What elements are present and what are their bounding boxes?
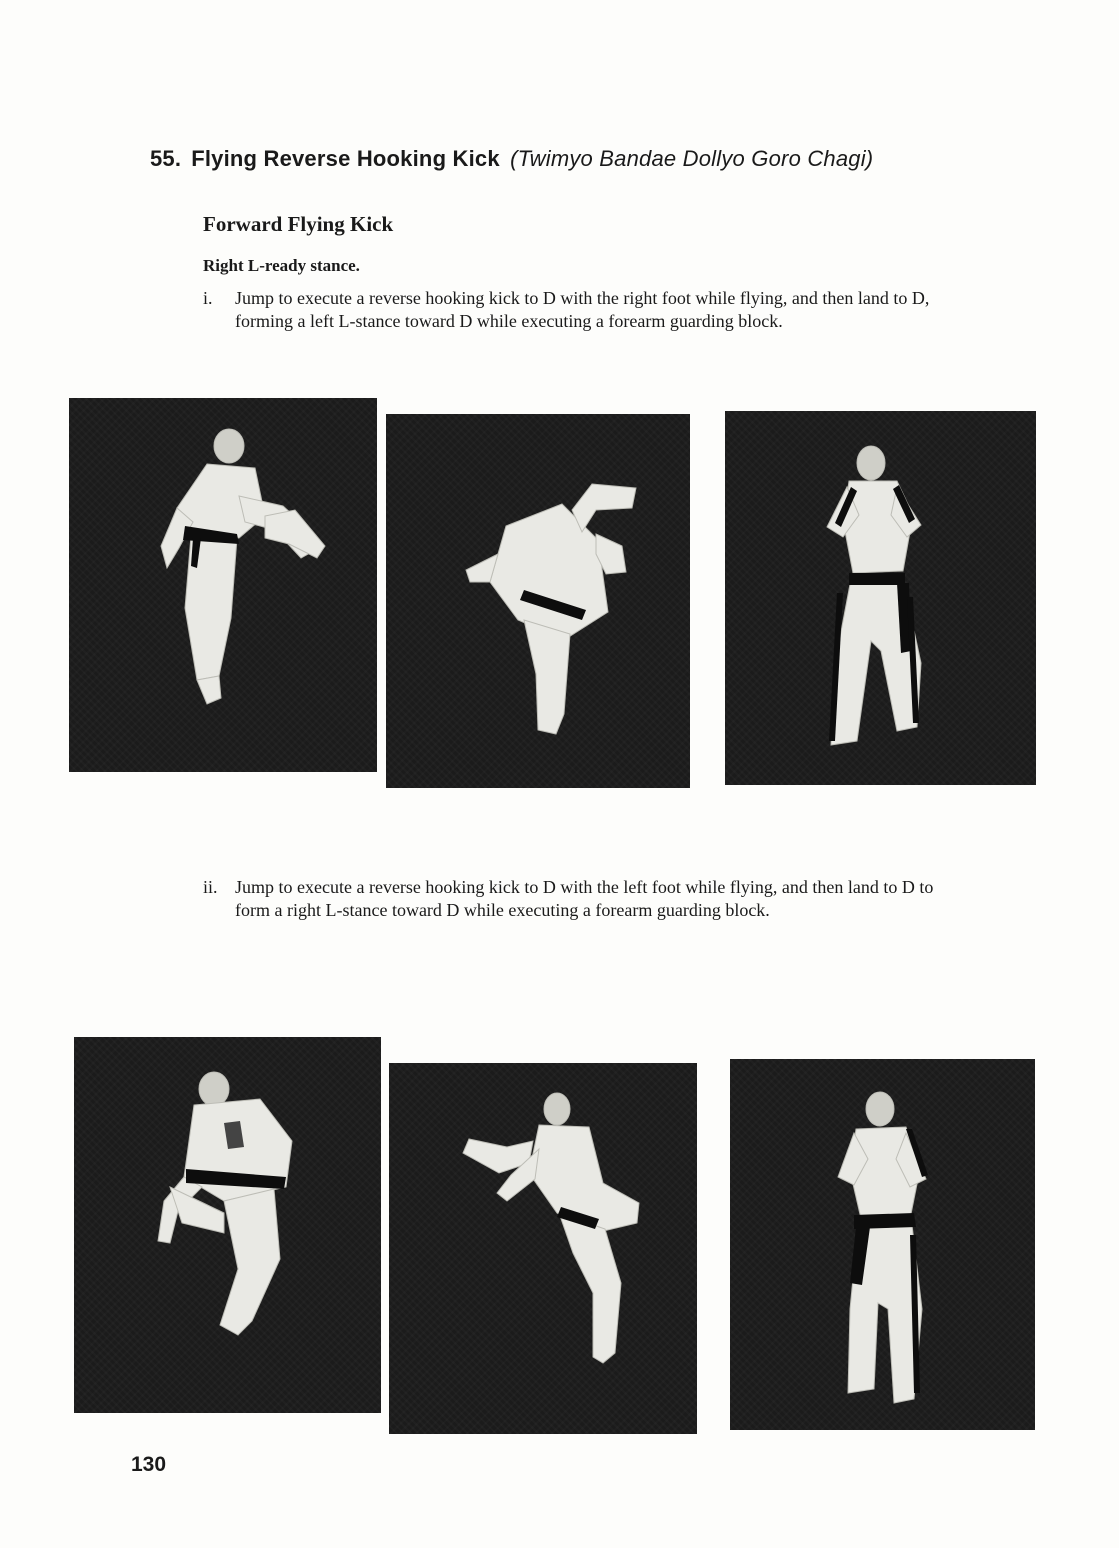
- page-number: 130: [131, 1453, 167, 1476]
- stance-label: Right L-ready stance.: [203, 256, 360, 275]
- step-1: [203, 287, 938, 333]
- step-1-marker: i.: [203, 288, 213, 308]
- step-2-text: Jump to execute a reverse hooking kick to D with the left foot while flying, and then land to D to form a right L-stance toward D while executing a forearm guarding block.: [235, 877, 934, 920]
- section-number: 55.: [150, 146, 182, 171]
- figure-flying-kick-4: [389, 1063, 697, 1434]
- photo-step-1-b: [386, 414, 690, 788]
- figure-guarding-block-2: [730, 1059, 1035, 1430]
- section-korean-title: (Twimyo Bandae Dollyo Goro Chagi): [510, 146, 874, 171]
- subheading: Forward Flying Kick: [203, 212, 394, 236]
- figure-flying-kick-1: [69, 398, 377, 772]
- photo-step-2-a: [74, 1037, 381, 1413]
- figure-flying-kick-3: [74, 1037, 381, 1413]
- step-2-marker: ii.: [203, 877, 218, 897]
- figure-flying-kick-2: [386, 414, 690, 788]
- section-heading: [150, 146, 873, 172]
- photo-step-1-a: [69, 398, 377, 772]
- figure-guarding-block-1: [725, 411, 1036, 785]
- photo-step-1-c: [725, 411, 1036, 785]
- step-2: [203, 876, 938, 922]
- section-title: Flying Reverse Hooking Kick: [191, 146, 500, 171]
- photo-step-2-c: [730, 1059, 1035, 1430]
- photo-step-2-b: [389, 1063, 697, 1434]
- step-1-text: Jump to execute a reverse hooking kick to D with the right foot while flying, and then land to D, forming a left L-stance toward D while executing a forearm guarding block.: [235, 288, 930, 331]
